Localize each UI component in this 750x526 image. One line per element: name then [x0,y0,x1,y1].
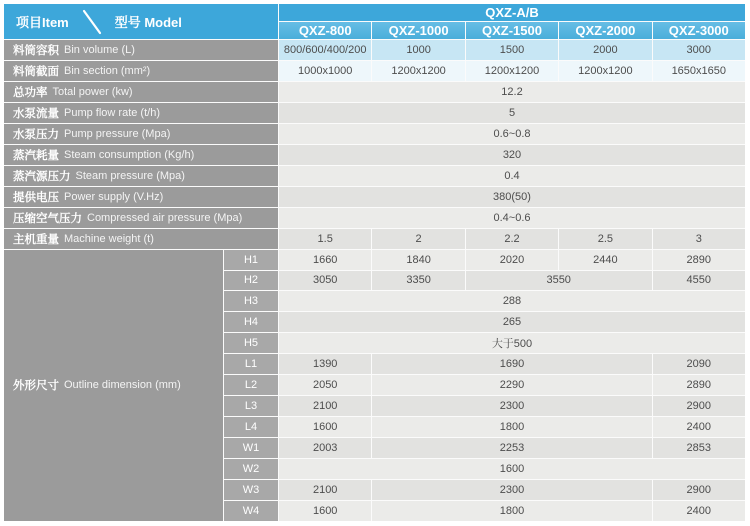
dim-sub-label-h1: H1 [224,250,278,270]
dim-value-cell: 2090 [653,354,745,374]
spec-row-label [4,145,278,165]
dim-value-cell: 4550 [653,271,745,291]
row-label-en: Total power (kw) [52,85,133,98]
row-label-zh: 水泵压力 [13,128,59,141]
spec-value-cell: 800/600/400/200 [279,40,371,60]
row-label-zh: 料筒截面 [13,65,59,78]
corner-header-cell [4,4,278,39]
dim-value-cell: 2900 [653,396,745,416]
model-header-qxz-800: QXZ-800 [279,22,371,39]
dim-sub-label-w1: W1 [224,438,278,458]
dim-value-cell: 3350 [372,271,464,291]
spec-value-cell: 1500 [466,40,558,60]
row-label-en: Bin section (mm²) [64,64,151,77]
dim-value-cell: 3550 [466,271,652,291]
spec-value-cell: 1200x1200 [372,61,464,81]
dim-sub-label-w4: W4 [224,501,278,521]
spec-row-label [4,82,278,102]
dim-value-cell: 1660 [279,250,371,270]
spec-row-label [4,166,278,186]
spec-value-cell: 1000x1000 [279,61,371,81]
item-header-label: 项目Item [16,15,69,30]
spec-value-cell: 0.4 [279,166,745,186]
spec-value-cell: 2000 [559,40,651,60]
spec-value-cell: 5 [279,103,745,123]
spec-value-cell: 2.5 [559,229,651,249]
spec-value-cell: 1200x1200 [559,61,651,81]
spec-row-label [4,208,278,228]
dim-value-cell: 2890 [653,250,745,270]
row-label-zh: 外形尺寸 [13,380,59,393]
spec-value-cell: 1.5 [279,229,371,249]
dim-sub-label-h2: H2 [224,271,278,291]
row-label-en: Pump pressure (Mpa) [64,127,171,140]
model-header-qxz-2000: QXZ-2000 [559,22,651,39]
dim-value-cell: 1840 [372,250,464,270]
dim-value-cell: 大于500 [279,333,745,353]
dim-value-cell: 2290 [372,375,651,395]
model-header-qxz-3000: QXZ-3000 [653,22,745,39]
spec-row-label [4,187,278,207]
row-label-zh: 主机重量 [13,233,59,246]
dim-value-cell: 2900 [653,480,745,500]
dim-value-cell: 2020 [466,250,558,270]
dim-value-cell: 2300 [372,396,651,416]
dim-sub-label-l4: L4 [224,417,278,437]
series-title-cell: QXZ-A/B [279,4,745,21]
dim-value-cell: 265 [279,312,745,332]
spec-row-label [4,103,278,123]
dim-value-cell: 1800 [372,417,651,437]
row-label-en: Machine weight (t) [64,232,154,245]
spec-value-cell: 380(50) [279,187,745,207]
spec-row-label [4,40,278,60]
dim-sub-label-w2: W2 [224,459,278,479]
dim-sub-label-h3: H3 [224,291,278,311]
dim-value-cell: 2400 [653,501,745,521]
model-header-qxz-1500: QXZ-1500 [466,22,558,39]
spec-value-cell: 0.6~0.8 [279,124,745,144]
row-label-zh: 水泵流量 [13,107,59,120]
model-header-qxz-1000: QXZ-1000 [372,22,464,39]
row-label-en: Steam pressure (Mpa) [75,169,185,182]
dim-value-cell: 2100 [279,480,371,500]
row-label-en: Steam consumption (Kg/h) [64,148,195,161]
dim-sub-label-h5: H5 [224,333,278,353]
row-label-zh: 蒸汽源压力 [13,170,71,183]
spec-row-label [4,229,278,249]
dim-sub-label-l1: L1 [224,354,278,374]
row-label-en: Outline dimension (mm) [64,379,181,392]
model-header-label: 型号 Model [114,15,182,30]
dim-value-cell: 2300 [372,480,651,500]
dim-value-cell: 2440 [559,250,651,270]
spec-value-cell: 1000 [372,40,464,60]
dim-value-cell: 2400 [653,417,745,437]
dim-value-cell: 1690 [372,354,651,374]
dim-sub-label-l3: L3 [224,396,278,416]
spec-value-cell: 0.4~0.6 [279,208,745,228]
dim-value-cell: 3050 [279,271,371,291]
dim-value-cell: 2050 [279,375,371,395]
dim-value-cell: 2853 [653,438,745,458]
dim-value-cell: 2003 [279,438,371,458]
dim-value-cell: 1600 [279,501,371,521]
dim-value-cell: 1600 [279,459,745,479]
dim-value-cell: 1390 [279,354,371,374]
spec-value-cell: 1200x1200 [466,61,558,81]
dim-sub-label-w3: W3 [224,480,278,500]
diagonal-separator-icon [81,8,103,36]
row-label-zh: 料筒容积 [13,44,59,57]
dim-value-cell: 2100 [279,396,371,416]
spec-table [4,4,745,521]
row-label-en: Compressed air pressure (Mpa) [87,211,243,224]
row-label-zh: 提供电压 [13,191,59,204]
spec-value-cell: 320 [279,145,745,165]
spec-value-cell: 1650x1650 [653,61,745,81]
dim-value-cell: 2890 [653,375,745,395]
dim-sub-label-l2: L2 [224,375,278,395]
spec-value-cell: 2.2 [466,229,558,249]
spec-row-label [4,124,278,144]
dim-sub-label-h4: H4 [224,312,278,332]
dim-value-cell: 1600 [279,417,371,437]
spec-row-label [4,61,278,81]
spec-value-cell: 2 [372,229,464,249]
dimension-group-label [4,250,223,521]
row-label-zh: 压缩空气压力 [13,212,82,225]
dim-value-cell: 288 [279,291,745,311]
spec-value-cell: 3 [653,229,745,249]
dim-value-cell: 1800 [372,501,651,521]
spec-value-cell: 3000 [653,40,745,60]
row-label-en: Power supply (V.Hz) [64,190,164,203]
row-label-zh: 蒸汽耗量 [13,149,59,162]
spec-value-cell: 12.2 [279,82,745,102]
row-label-zh: 总功率 [13,86,48,99]
row-label-en: Pump flow rate (t/h) [64,106,160,119]
row-label-en: Bin volume (L) [64,43,135,56]
dim-value-cell: 2253 [372,438,651,458]
